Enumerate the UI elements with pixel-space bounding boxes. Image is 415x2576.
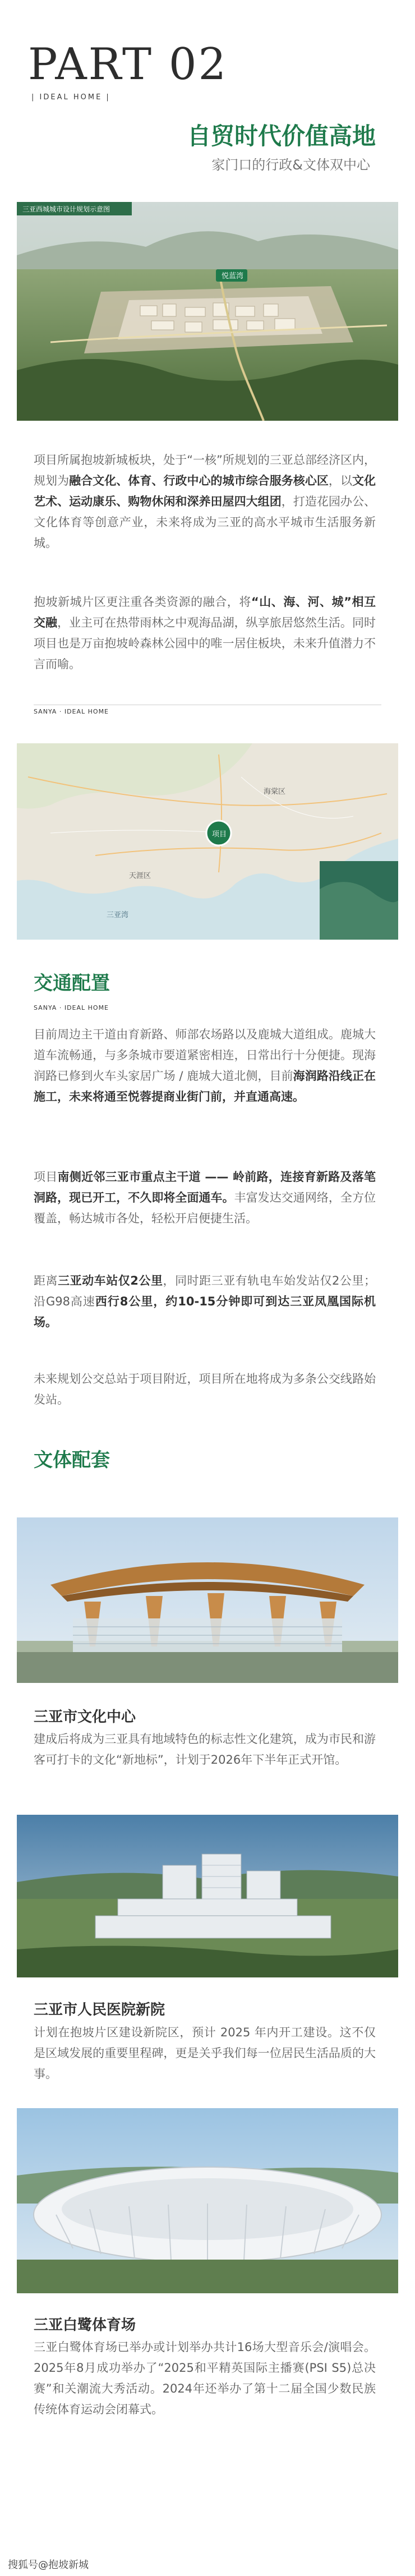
culture-item-title-3: 三亚白鹭体育场 [34,2317,136,2334]
body-text: ，打造花园办公、文化体育等创意产业，未来将成为三亚的高水平城市生活服务新城。 [34,495,376,550]
body-text: 距离 [34,1274,58,1287]
intro-paragraph-1 [34,450,376,554]
body-text: ，业主可在热带雨林之中观海品湖，纵享旅居悠然生活。同时项目也是万亩抱坡岭森林公园中的唯一居住板块，未来升值潜力不言而喻。 [34,616,376,671]
highlight-text: 三亚动车站仅2公里 [58,1274,163,1287]
body-text: 项目所属抱坡新城板块，处于“一核”所规划的三亚总部经济区内，规划为 [34,453,376,487]
body-text: 抱坡新城片区更注重各类资源的融合，将 [34,595,251,609]
part-title: PART 02 [28,39,228,90]
body-text: 丰富发达交通网络，全方位覆盖，畅达城市各处，轻松开启便捷生活。 [34,1191,376,1225]
highlight-text: 南侧近邻三亚市重点主干道 —— 岭前路，连接育新路及落笔洞路，现已开工，不久即将全面通车。 [34,1170,376,1204]
highlight-text: 融合文化、体育、行政中心的城市综合服务核心区 [69,474,329,487]
culture-item-desc-3: 三亚白鹭体育场已举办或计划举办共计16场大型音乐会/演唱会。2025年8月成功举办了“2025和平精英国际主播赛(PSI S5)总决赛”和关潮流大秀活动。2024年还举办了第十二届全国少数民族传统体育运动会闭幕式。 [34,2340,376,2416]
main-heading: 自贸时代价值高地 [187,122,376,150]
map-caption: 三亚西城城市设计规划示意图 [22,205,110,213]
hospital-image [17,1815,398,1977]
culture-item-title-1: 三亚市文化中心 [34,1709,136,1726]
culture-center-image [17,1517,398,1683]
culture-item-title-2: 三亚市人民医院新院 [34,2002,165,2018]
stadium-image [17,2108,398,2293]
project-tag: 悦蓝湾 [222,272,244,280]
body-text: ，同时距三亚有轨电车始发站仅2公里；沿G98高速 [34,1274,376,1308]
transport-paragraph-4 [34,1369,376,1410]
project-badge: 项目 [212,830,227,839]
culture-item-desc-2: 计划在抱坡片区建设新院区，预计 2025 年内开工建设。这不仅是区域发展的重要里程碑，更是关乎我们每一位居民生活品质的大事。 [34,2026,376,2081]
transport-title: 交通配置 [34,972,110,995]
body-text: 目前周边主干道由育新路、师部农场路以及鹿城大道组成。鹿城大道车流畅通，与多条城市要道紧密相连，日常出行十分便捷。现海润路已修到火车头家居广场 / 鹿城大道北侧，目前 [34,1028,376,1083]
highlight-text: “山、海、河、城”相互交融 [34,595,376,629]
body-text: 项目 [34,1170,58,1184]
brand-tag-transport: SANYA · IDEAL HOME [34,1004,109,1011]
highlight-text: 海润路沿线正在施工，未来将通至悦蓉提商业街门前，并直通高速。 [34,1069,376,1103]
culture-title: 文体配套 [34,1449,110,1471]
map-label-haitang: 海棠区 [264,788,286,796]
ideal-home-label: | IDEAL HOME | [31,93,110,102]
region-map-image [17,743,398,940]
body-text: 未来规划公交总站于项目附近，项目所在地将成为多条公交线路始发站。 [34,1372,376,1406]
intro-paragraph-2 [34,592,376,675]
brand-tag: SANYA · IDEAL HOME [34,708,109,715]
map-label-tianya: 天涯区 [129,872,151,880]
body-text: ，以 [328,474,352,487]
highlight-text: 西行8公里，约10-15分钟即可到达三亚凤凰国际机场。 [34,1295,376,1329]
map-label-bay: 三亚湾 [107,911,129,919]
transport-paragraph-3 [34,1271,376,1333]
transport-paragraph-2 [34,1167,376,1229]
highlight-text: 文化艺术、运动康乐、购物休闲和深养田屋四大组团 [34,474,376,508]
planning-aerial-image [17,202,398,421]
footer-watermark: 搜狐号@抱坡新城 [8,2559,89,2571]
transport-paragraph-1 [34,1024,376,1107]
culture-item-desc-1: 建成后将成为三亚具有地域特色的标志性文化建筑，成为市民和游客可打卡的文化“新地标”，计划于2026年下半年正式开馆。 [34,1732,376,1767]
sub-heading: 家门口的行政&文体双中心 [211,157,370,173]
